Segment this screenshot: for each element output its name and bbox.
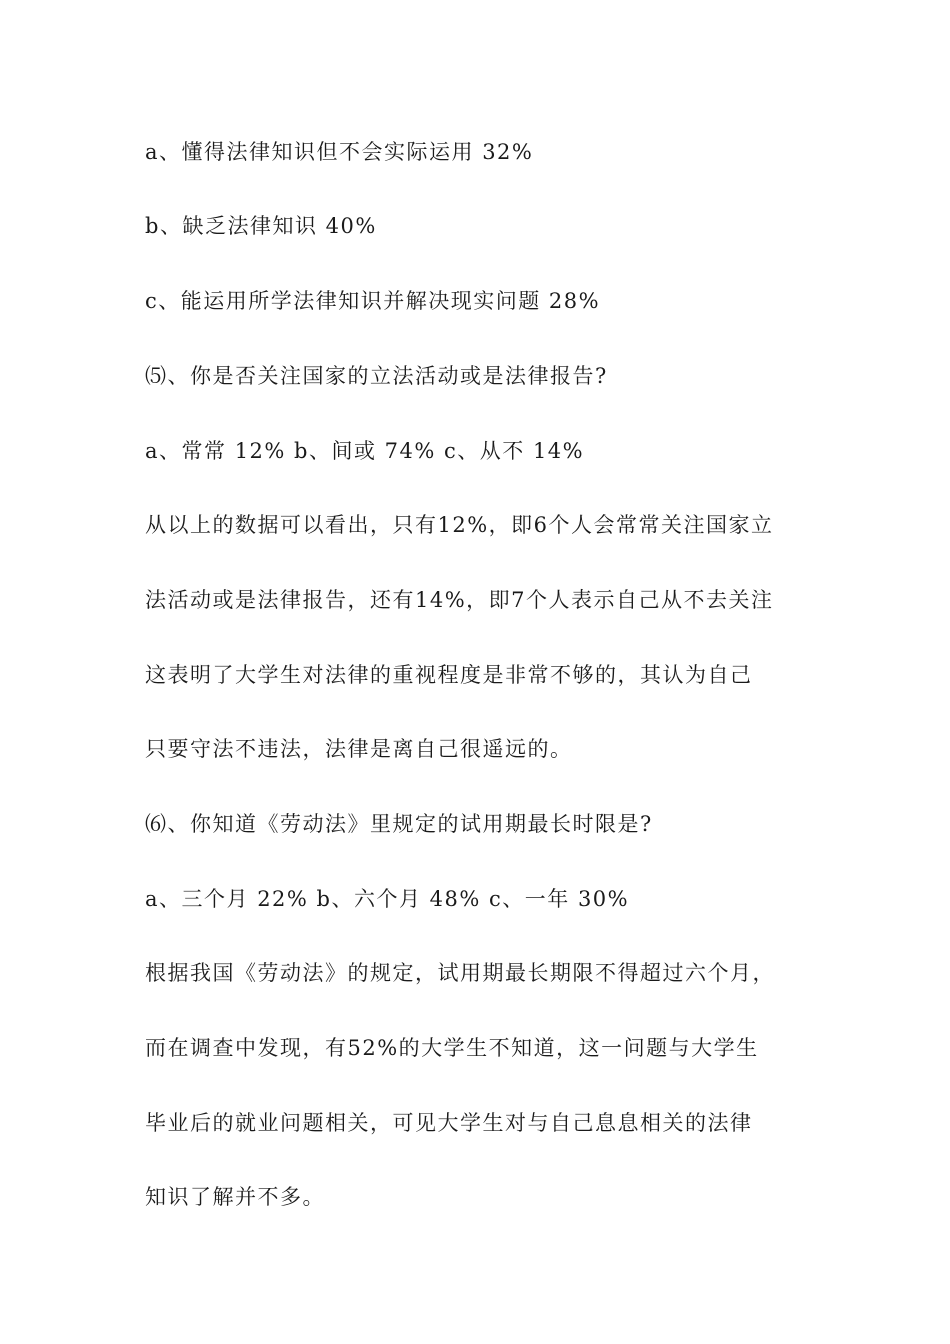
paragraph-line: 而在调查中发现，有52%的大学生不知道，这一问题与大学生 bbox=[145, 1036, 759, 1060]
option-line: c、能运用所学法律知识并解决现实问题 28% bbox=[145, 289, 601, 313]
option-line: a、懂得法律知识但不会实际运用 32% bbox=[145, 140, 534, 164]
paragraph-line: 法活动或是法律报告，还有14%，即7个人表示自己从不去关注 bbox=[145, 588, 774, 612]
paragraph-line: 从以上的数据可以看出，只有12%，即6个人会常常关注国家立 bbox=[145, 513, 774, 537]
paragraph-line: 根据我国《劳动法》的规定，试用期最长期限不得超过六个月， bbox=[145, 961, 775, 985]
paragraph-line: 知识了解并不多。 bbox=[145, 1185, 325, 1209]
paragraph-line: 只要守法不违法，法律是离自己很遥远的。 bbox=[145, 737, 573, 761]
question-line: ⑸、你是否关注国家的立法活动或是法律报告? bbox=[145, 364, 608, 388]
option-line: a、常常 12% b、间或 74% c、从不 14% bbox=[145, 439, 585, 463]
option-line: a、三个月 22% b、六个月 48% c、一年 30% bbox=[145, 887, 630, 911]
option-line: b、缺乏法律知识 40% bbox=[145, 214, 377, 238]
paragraph-line: 这表明了大学生对法律的重视程度是非常不够的，其认为自己 bbox=[145, 663, 753, 687]
question-line: ⑹、你知道《劳动法》里规定的试用期最长时限是? bbox=[145, 812, 653, 836]
paragraph-line: 毕业后的就业问题相关，可见大学生对与自己息息相关的法律 bbox=[145, 1111, 753, 1135]
